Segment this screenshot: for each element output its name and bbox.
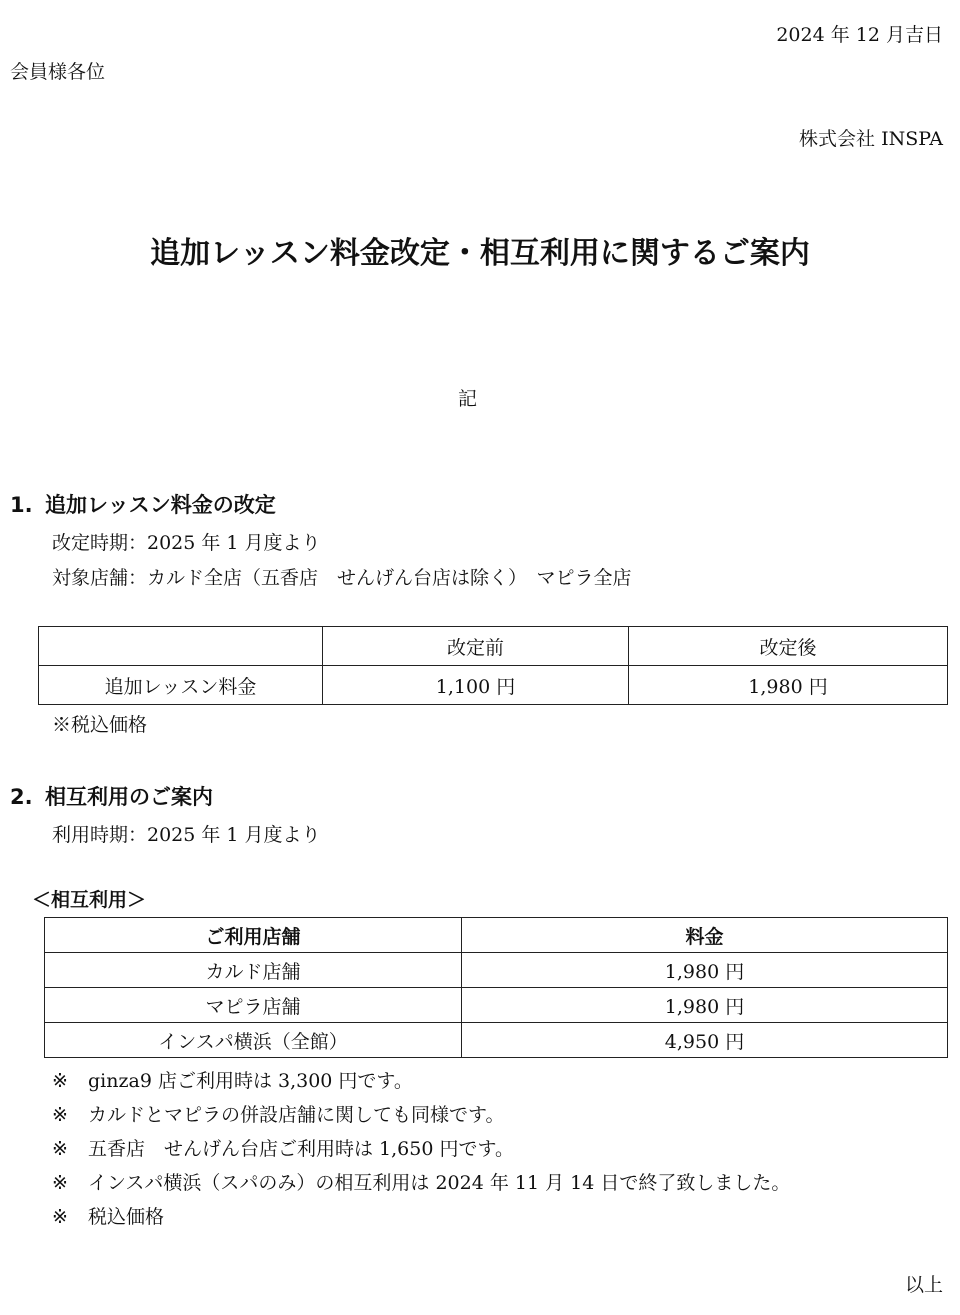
ki-mark: 記 [457, 388, 477, 410]
note-item [52, 1202, 164, 1229]
fee-cell: 1,980 円 [462, 953, 948, 988]
section1-stores: 対象店舗：カルド全店（五香店 せんげん台店は除く） マピラ全店 [52, 567, 632, 589]
mutual-use-subheading: ＜相互利用＞ [32, 889, 147, 911]
note-item [52, 1100, 504, 1127]
table-row [45, 1023, 948, 1058]
closing-mark: 以上 [904, 1274, 943, 1296]
note-item [52, 1134, 514, 1161]
note-item [52, 1168, 790, 1195]
note-text: インスパ横浜（スパのみ）の相互利用は 2024 年 11 月 14 日で終了致しました。 [88, 1172, 791, 1194]
fee-after-cell: 1,980 円 [629, 666, 948, 705]
table-header-after: 改定後 [629, 627, 948, 666]
note-text: ginza9 店ご利用時は 3,300 円です。 [88, 1070, 413, 1092]
note-mark: ※ [52, 1206, 68, 1228]
fee-label-cell: 追加レッスン料金 [39, 666, 323, 705]
section2-period: 利用時期：2025 年 1 月度より [52, 824, 321, 846]
note-mark: ※ [52, 1104, 68, 1126]
table-header-row [39, 627, 948, 666]
document-date: 2024 年 12 月吉日 [776, 24, 943, 46]
note-mark: ※ [52, 1070, 68, 1092]
fee-before-cell: 1,100 円 [323, 666, 629, 705]
section1-title: 追加レッスン料金の改定 [45, 493, 276, 517]
store-cell: インスパ横浜（全館） [45, 1023, 462, 1058]
fee-revision-table [38, 626, 948, 705]
fee-cell: 1,980 円 [462, 988, 948, 1023]
section1-number: 1. [10, 493, 33, 517]
sender: 株式会社 INSPA [799, 128, 943, 150]
note-text: 五香店 せんげん台店ご利用時は 1,650 円です。 [88, 1138, 514, 1160]
table-header-store: ご利用店舗 [45, 918, 462, 953]
table-header-fee: 料金 [462, 918, 948, 953]
fee-cell: 4,950 円 [462, 1023, 948, 1058]
section1-heading [10, 489, 276, 519]
note-mark: ※ [52, 1172, 68, 1194]
store-cell: カルド店舗 [45, 953, 462, 988]
note-item [52, 1066, 413, 1093]
tax-note: ※税込価格 [52, 714, 148, 736]
note-mark: ※ [52, 1138, 68, 1160]
note-text: 税込価格 [88, 1206, 165, 1228]
table-header-empty [39, 627, 323, 666]
table-row [45, 988, 948, 1023]
table-header-before: 改定前 [323, 627, 629, 666]
section1-period: 改定時期：2025 年 1 月度より [52, 532, 321, 554]
table-row [45, 953, 948, 988]
table-row [39, 666, 948, 705]
section2-heading [10, 781, 213, 811]
store-cell: マピラ店舗 [45, 988, 462, 1023]
note-text: カルドとマピラの併設店舗に関しても同様です。 [88, 1104, 505, 1126]
table-header-row [45, 918, 948, 953]
mutual-use-table [44, 917, 948, 1058]
document-title: 追加レッスン料金改定・相互利用に関するご案内 [150, 236, 810, 271]
section2-title: 相互利用のご案内 [45, 785, 213, 809]
section2-number: 2. [10, 785, 33, 809]
recipient: 会員様各位 [10, 61, 106, 83]
